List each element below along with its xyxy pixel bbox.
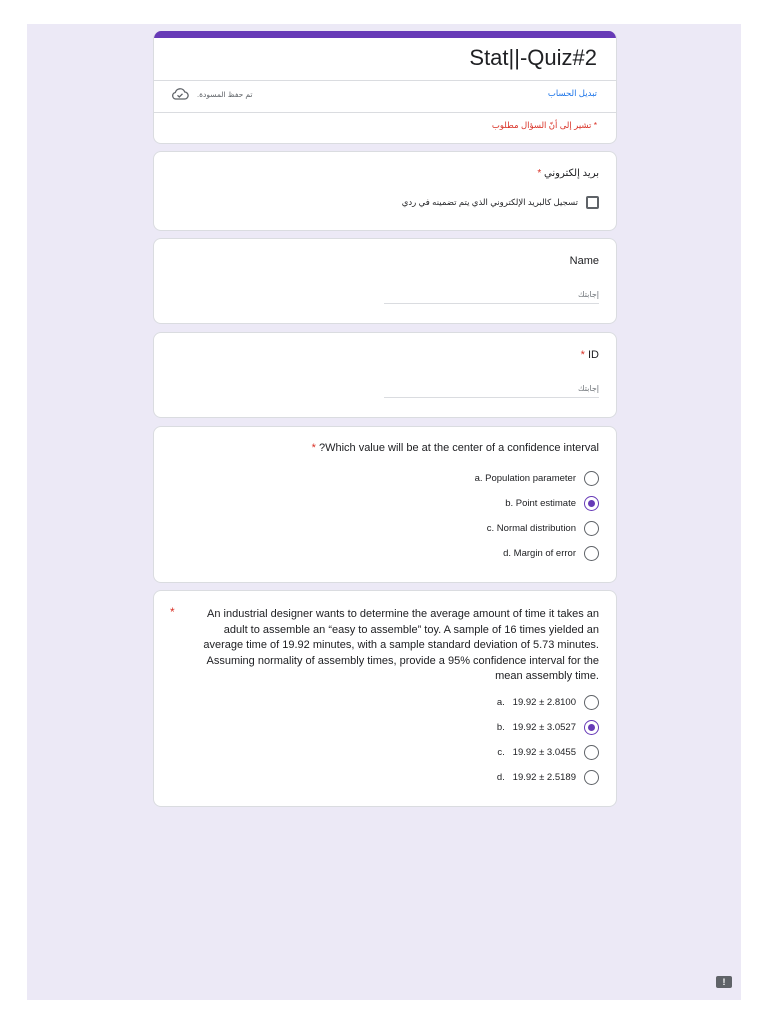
switch-account-link[interactable]: تبديل الحساب [547, 88, 597, 98]
email-question-card [153, 151, 617, 231]
name-question-card [153, 238, 617, 324]
option-label: b. Point estimate [505, 498, 576, 509]
q2-option-b[interactable] [497, 720, 599, 735]
q1-option-d[interactable] [503, 546, 599, 561]
option-label: a. Population parameter [474, 473, 576, 484]
required-star: * [170, 605, 175, 619]
form-title: Stat||-Quiz#2 [469, 45, 597, 70]
header-divider-2 [154, 112, 616, 113]
radio-button[interactable] [584, 521, 599, 536]
radio-button[interactable] [584, 745, 599, 760]
confidence-interval-question-card [153, 590, 617, 807]
option-label: c. Normal distribution [486, 523, 576, 534]
cloud-check-icon [171, 88, 189, 100]
record-email-label: تسجيل كالبريد الإلكتروني الذي يتم تضمينه في ردي [401, 197, 578, 207]
id-input[interactable]: إجابتك [578, 384, 599, 393]
radio-button[interactable] [584, 695, 599, 710]
id-label: ID [588, 349, 599, 361]
draft-status [171, 88, 252, 100]
name-label: Name [569, 255, 599, 267]
option-label: d. Margin of error [503, 548, 576, 559]
required-star: * [311, 442, 316, 454]
radio-button-selected[interactable] [584, 496, 599, 511]
name-input-underline [384, 303, 599, 304]
required-star: * [537, 168, 542, 179]
q1-option-b[interactable] [505, 496, 599, 511]
q2-option-d[interactable] [497, 770, 599, 785]
name-input[interactable]: إجابتك [578, 290, 599, 299]
q1-label-row [312, 442, 599, 454]
radio-button[interactable] [584, 471, 599, 486]
id-question-card [153, 332, 617, 418]
option-label: a. 19.92 ± 2.8100 [496, 697, 576, 708]
id-label-row [581, 349, 599, 361]
q2-option-a[interactable] [497, 695, 599, 710]
email-label-row [537, 168, 599, 179]
accent-bar [154, 31, 616, 38]
draft-saved-text: تم حفظ المسودة. [197, 89, 253, 99]
record-email-checkbox[interactable] [586, 196, 599, 209]
option-label: c. 19.92 ± 3.0455 [497, 747, 576, 758]
required-note: * تشير إلى أنّ السؤال مطلوب [491, 120, 597, 130]
confidence-center-question-card [153, 426, 617, 583]
radio-button[interactable] [584, 770, 599, 785]
record-email-option[interactable] [402, 196, 599, 209]
id-input-underline [384, 397, 599, 398]
header-divider [154, 80, 616, 81]
q1-question: ?Which value will be at the center of a confidence interval [318, 442, 599, 454]
q2-question: An industrial designer wants to determine the average amount of time it takes an adult to assemble an “easy to assemble” toy. A sample of 16 times yielded an average time of 19.92 minutes, with a sample standard deviation of 5.73 minutes. Assuming normality of assembly times, provide a 95% confidence interval for the mean assembly time. [203, 608, 599, 682]
option-label: b. 19.92 ± 3.0527 [496, 722, 576, 733]
option-label: d. 19.92 ± 2.5189 [496, 772, 576, 783]
email-label: بريد إلكتروني [544, 168, 599, 179]
q1-option-a[interactable] [475, 471, 599, 486]
feedback-icon[interactable]: ! [716, 976, 732, 988]
radio-button[interactable] [584, 546, 599, 561]
form-header-card [153, 31, 617, 144]
required-star: * [580, 349, 585, 361]
radio-button-selected[interactable] [584, 720, 599, 735]
q2-option-c[interactable] [497, 745, 599, 760]
q1-option-c[interactable] [487, 521, 599, 536]
